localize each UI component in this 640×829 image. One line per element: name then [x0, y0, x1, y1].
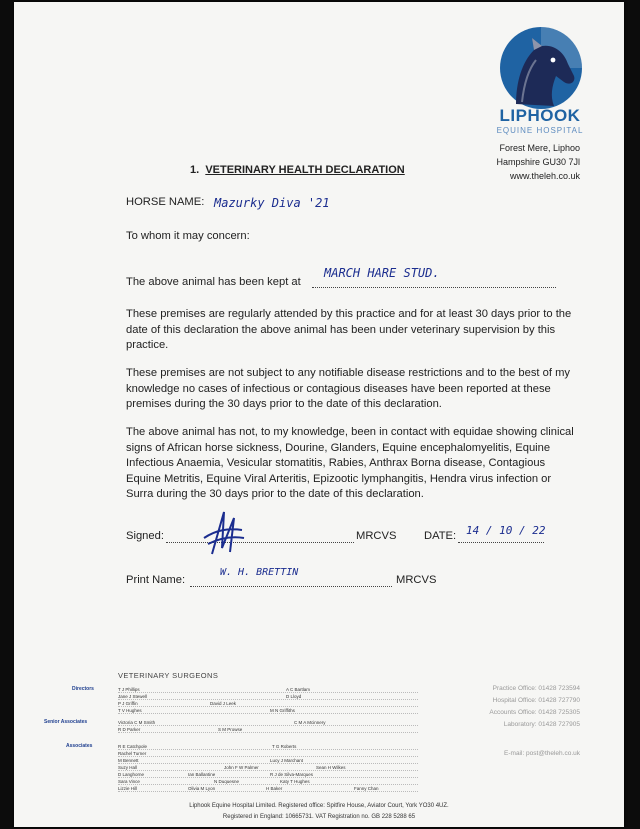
horse-name-label: HORSE NAME: [126, 196, 205, 208]
surgeon-name: S M Prowse [218, 727, 243, 732]
surgeon-name: David J Leek [210, 701, 237, 706]
surgeon-name: John F W Palmer [224, 765, 259, 770]
surgeon-line [118, 732, 418, 733]
surgeon-line [118, 770, 418, 771]
date-value: 14 / 10 / 22 [466, 524, 546, 537]
surgeon-line [118, 706, 418, 707]
surgeon-name: M N Griffiths [270, 708, 295, 713]
surgeon-line [118, 784, 418, 785]
surgeon-name: Ian Ballantine [188, 772, 216, 777]
surgeon-name: H Baker [266, 786, 283, 791]
surgeon-name: T J Phillips [118, 687, 140, 692]
surgeon-name: Victoria C M Smith [118, 720, 156, 725]
kept-at-label: The above animal has been kept at [126, 276, 301, 288]
surgeon-name: D Lloyd [286, 694, 302, 699]
print-name-label: Print Name: [126, 574, 186, 586]
office-email: E-mail: post@theleh.co.uk [504, 750, 580, 757]
surgeon-name: R E Catchpole [118, 744, 148, 749]
office-phone: Laboratory: 01428 727905 [503, 721, 580, 728]
surgeon-line [118, 699, 418, 700]
horse-name-value: Mazurky Diva '21 [214, 196, 330, 210]
concern-text: To whom it may concern: [126, 230, 250, 242]
mrcvs-label: MRCVS [396, 574, 437, 586]
website-link: www.theleh.co.uk [509, 171, 580, 181]
section-title: VETERINARY HEALTH DECLARATION [205, 164, 405, 176]
surgeon-line [118, 749, 418, 750]
signature-mark [194, 508, 250, 558]
role-senior-associates: Senior Associates [44, 719, 88, 725]
premises-paragraph: These premises are regularly attended by this practice and for at least 30 days prior to the date of this declaration the above animal has been under veterinary supervision by this practice. [126, 308, 572, 351]
surgeon-name: R D Parker [118, 727, 141, 732]
date-line [458, 542, 544, 543]
brand-subtitle: EQUINE HOSPITAL [496, 126, 584, 135]
surgeon-line [118, 725, 418, 726]
kept-at-line [312, 287, 556, 288]
footer-company: Liphook Equine Hospital Limited. Registered office: Spitfire House, Aviator Court, York YO30 4UZ. [189, 803, 449, 809]
surgeons-title: VETERINARY SURGEONS [118, 671, 219, 680]
surgeon-name: Katy T Hughes [280, 779, 310, 784]
surgeon-name: Fanny Chan [354, 786, 379, 791]
surgeon-line [118, 692, 418, 693]
surgeon-name: C M A Mcinnery [294, 720, 326, 725]
signed-label: Signed: [126, 530, 164, 542]
surgeon-name: Rachel Turner [118, 751, 147, 756]
print-name-value: W. H. BRETTIN [220, 567, 299, 578]
surgeon-name: Olivia M Lyon [188, 786, 216, 791]
role-directors: Directors [72, 686, 94, 692]
surgeon-name: Sara Vince [118, 779, 140, 784]
role-associates: Associates [66, 743, 93, 749]
office-phone: Hospital Office: 01428 727790 [492, 697, 580, 704]
surgeon-name: A C Bartlam [286, 687, 311, 692]
surgeon-name: Suzy Hall [118, 765, 138, 770]
office-phone: Practice Office: 01428 723594 [492, 685, 580, 692]
section-number: 1. [190, 164, 200, 176]
surgeon-name: Jane J Stewell [118, 694, 148, 699]
surgeon-line [118, 713, 418, 714]
surgeon-line [118, 756, 418, 757]
address-line: Hampshire GU30 7Jl [496, 157, 580, 167]
surgeon-name: P J Griffin [118, 701, 138, 706]
surgeon-name: R J de Silva-Marques [270, 772, 314, 777]
surgeon-name: Sean H Wilkes [316, 765, 346, 770]
surgeon-name: T G Roberts [272, 744, 297, 749]
surgeon-name: Lizzie Hill [118, 786, 138, 791]
mrcvs-label: MRCVS [356, 530, 397, 542]
surgeon-line [118, 777, 418, 778]
surgeon-line [118, 791, 418, 792]
date-label: DATE: [424, 530, 457, 542]
surgeon-name: M Bennett [118, 758, 139, 763]
office-phone: Accounts Office: 01428 725305 [489, 709, 580, 716]
surgeon-name: Lucy J Marchant [270, 758, 304, 763]
horse-head-logo [498, 24, 584, 112]
print-name-line [190, 586, 392, 587]
surgeon-line [118, 763, 418, 764]
surgeon-name: D Langhorne [118, 772, 145, 777]
brand-name: LIPHOOK [499, 106, 581, 125]
contact-paragraph: The above animal has not, to my knowledge, been in contact with equidae showing clinical signs of African horse sickness, Dourine, Glanders, Equine encephalomyelitis, Equine Infectious Anaemia, Vesicular stomatitis, Rabies, Anthrax Borna disease, Contagious Equine Metritis, Equine Viral Arteritis, Epizootic lymphangitis, Hendra virus infection or Surra during the 30 days prior to the date of this declaration. [126, 426, 574, 500]
kept-at-value: MARCH HARE STUD. [324, 266, 440, 280]
footer-registration: Registered in England: 10665731. VAT Registration no. GB 228 5288 65 [222, 814, 416, 820]
surgeon-name: T V Hughes [118, 708, 142, 713]
page-title [190, 164, 405, 176]
disease-paragraph: These premises are not subject to any notifiable disease restrictions and to the best of my knowledge no cases of infectious or contagious diseases have been reported at these premises during the 30 days prior to the date of this declaration. [126, 367, 571, 410]
declaration-document [14, 2, 624, 827]
surgeon-name: N Duquesne [214, 779, 240, 784]
address-line: Forest Mere, Liphoo [499, 143, 580, 153]
